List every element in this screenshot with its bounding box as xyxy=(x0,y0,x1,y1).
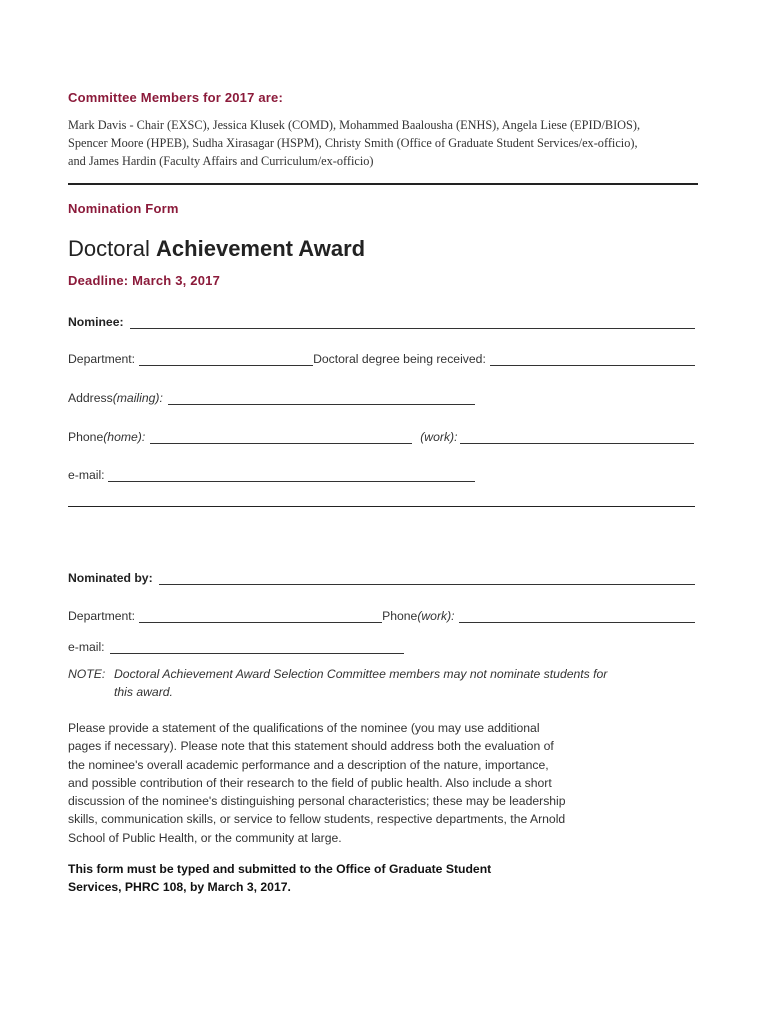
nominated-by-row xyxy=(68,571,695,585)
nominator-department-label: Department: xyxy=(68,609,136,623)
nominee-row xyxy=(68,315,695,329)
section-divider xyxy=(68,183,698,185)
nominated-by-label: Nominated by: xyxy=(68,571,153,585)
nominator-email-field[interactable] xyxy=(110,641,404,654)
note-text-line1: Doctoral Achievement Award Selection Committee members may not nominate students for xyxy=(114,667,608,681)
nominator-phone-label: Phone xyxy=(382,609,418,623)
instructions-line: School of Public Health, or the community at large. xyxy=(68,830,342,845)
email-row xyxy=(68,468,475,482)
submission-line1: This form must be typed and submitted to the Office of Graduate Student xyxy=(68,862,492,876)
nominated-by-field[interactable] xyxy=(159,572,695,585)
note xyxy=(68,665,708,701)
instructions-line: the nominee's overall academic performance and a description of the nature, importance, xyxy=(68,757,549,772)
instructions-line: pages if necessary). Please note that this statement should address both the evaluation of xyxy=(68,739,554,754)
submission-instructions xyxy=(68,860,628,896)
deadline: Deadline: March 3, 2017 xyxy=(68,273,220,288)
title-bold: Achievement Award xyxy=(156,236,366,261)
phone-work-label: (work): xyxy=(420,430,458,444)
members-line: Spencer Moore (HPEB), Sudha Xirasagar (HSPM), Christy Smith (Office of Graduate Student Services/ex-officio), xyxy=(68,136,638,150)
phone-home-field[interactable] xyxy=(150,431,412,444)
phone-label: Phone xyxy=(68,430,104,444)
department-field[interactable] xyxy=(139,353,313,366)
phone-home-label: (home): xyxy=(103,430,146,444)
department-row xyxy=(68,352,695,366)
page-title xyxy=(68,236,365,262)
instructions-line: skills, communication skills, or service to fellow students, respective departments, the Arnold xyxy=(68,812,566,827)
address-qualifier: (mailing): xyxy=(112,391,163,405)
nomination-form-label: Nomination Form xyxy=(68,201,179,216)
email-label: e-mail: xyxy=(68,468,105,482)
instructions-paragraph xyxy=(68,719,668,847)
committee-members xyxy=(68,116,708,170)
nominator-department-field[interactable] xyxy=(139,610,382,623)
nominator-email-label: e-mail: xyxy=(68,640,105,654)
nominee-label: Nominee: xyxy=(68,315,124,329)
note-text-line2: this award. xyxy=(114,685,173,699)
department-label: Department: xyxy=(68,352,136,366)
submission-line2: Services, PHRC 108, by March 3, 2017. xyxy=(68,880,291,894)
title-light: Doctoral xyxy=(68,236,157,261)
instructions-line: and possible contribution of their research to the field of public health. Also include a short xyxy=(68,775,552,790)
nominee-field[interactable] xyxy=(130,316,695,329)
email-field[interactable] xyxy=(108,469,475,482)
instructions-line: Please provide a statement of the qualifications of the nominee (you may use additional xyxy=(68,721,540,735)
nominator-department-row xyxy=(68,609,695,623)
nominator-phone-work-label: (work): xyxy=(417,609,455,623)
phone-row xyxy=(68,430,694,444)
degree-field[interactable] xyxy=(490,353,695,366)
members-line: and James Hardin (Faculty Affairs and Curriculum/ex-officio) xyxy=(68,154,374,168)
phone-work-field[interactable] xyxy=(460,431,695,444)
nominee-divider xyxy=(68,506,695,507)
degree-label: Doctoral degree being received: xyxy=(313,352,486,366)
members-line: Mark Davis - Chair (EXSC), Jessica Klusek (COMD), Mohammed Baalousha (ENHS), Angela Liese (EPID/BIOS), xyxy=(68,118,641,132)
instructions-line: discussion of the nominee's distinguishing personal characteristics; these may be leadership xyxy=(68,794,566,809)
nominator-email-row xyxy=(68,640,404,654)
nominator-phone-field[interactable] xyxy=(459,610,695,623)
address-row xyxy=(68,391,475,405)
address-label: Address xyxy=(68,391,113,405)
note-label: NOTE: xyxy=(68,667,106,681)
address-field[interactable] xyxy=(168,392,475,405)
committee-heading: Committee Members for 2017 are: xyxy=(68,90,283,105)
